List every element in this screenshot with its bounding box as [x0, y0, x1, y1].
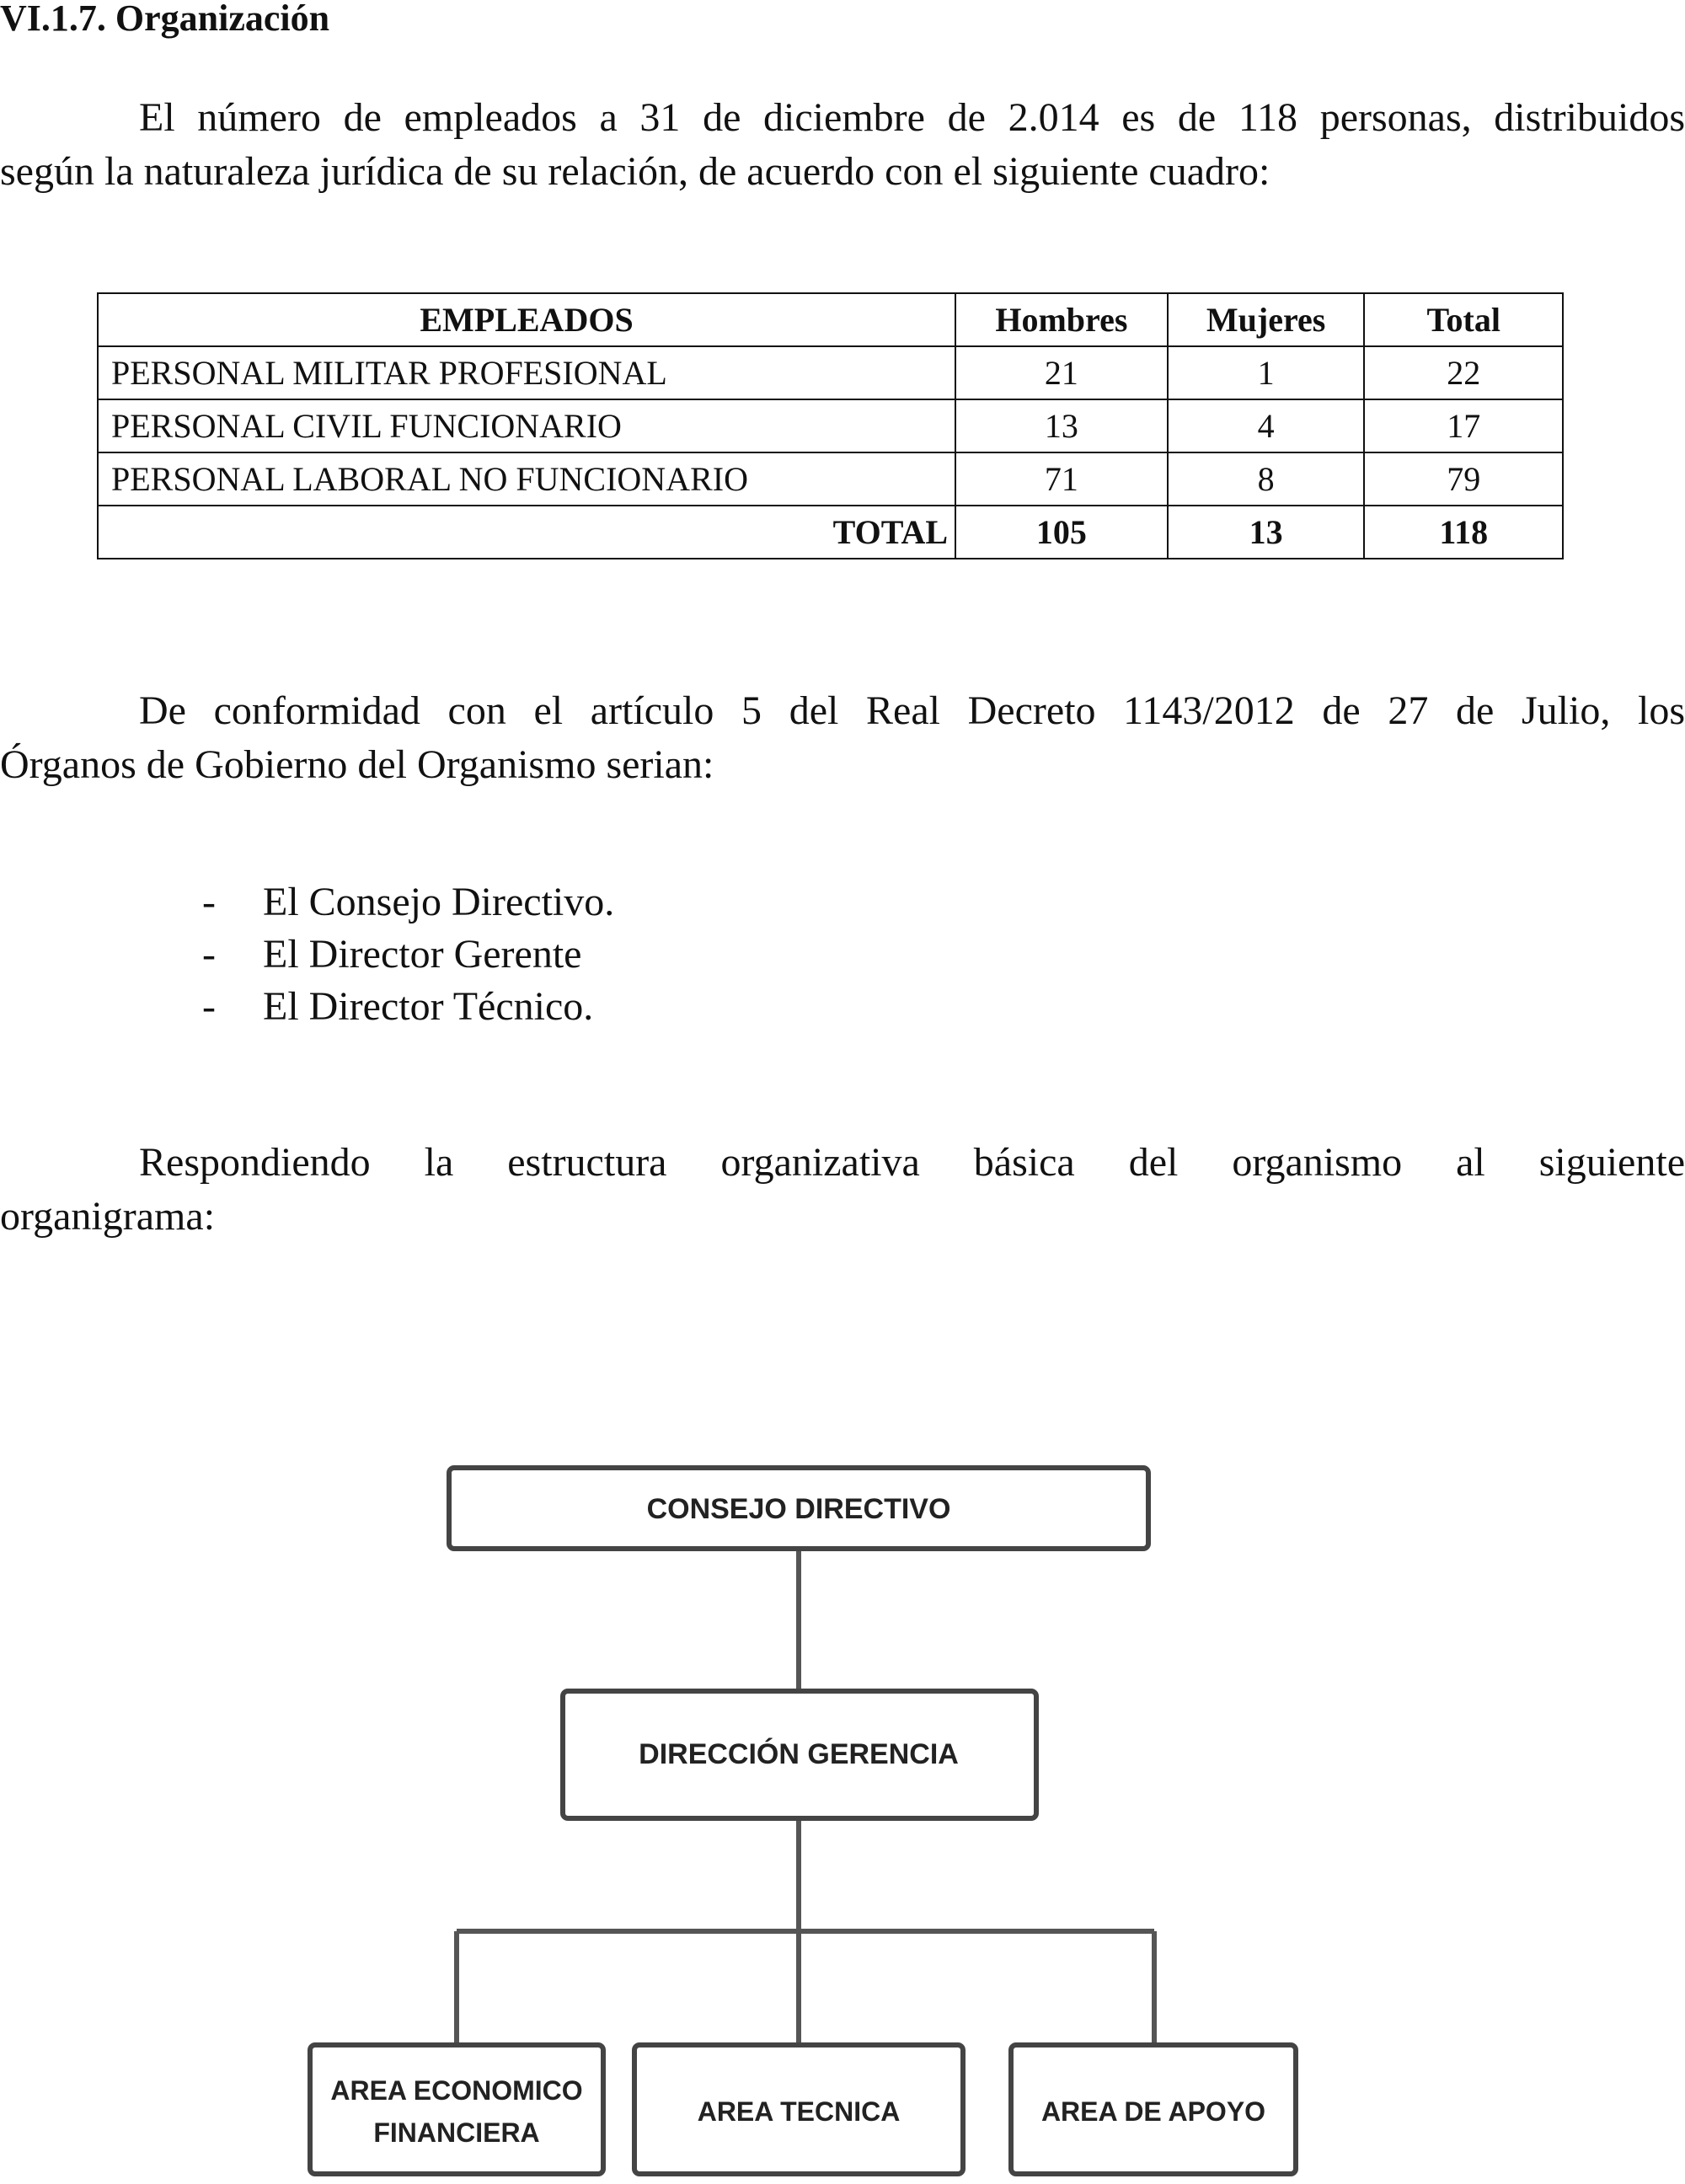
row-hombres: 13: [955, 399, 1168, 452]
org-chart: [0, 1449, 1685, 2184]
row-hombres: 21: [955, 346, 1168, 399]
bullet-dash: -: [202, 932, 216, 977]
org-box-label: DIRECCIÓN GERENCIA: [639, 1738, 959, 1770]
structure-line-1: Respondiendo la estructura organizativa básica del organismo al siguiente: [139, 1140, 1685, 1185]
total-label: TOTAL: [98, 506, 955, 559]
decree-line-1: De conformidad con el artículo 5 del Real Decreto 1143/2012 de 27 de Julio, los: [139, 688, 1685, 733]
list-item: [202, 876, 614, 929]
row-category: PERSONAL MILITAR PROFESIONAL: [98, 346, 955, 399]
structure-paragraph: [0, 1136, 1685, 1244]
bullet-dash: -: [202, 984, 216, 1029]
row-category: PERSONAL LABORAL NO FUNCIONARIO: [98, 452, 955, 506]
table-total-row: [98, 506, 1563, 559]
list-item: [202, 981, 614, 1033]
intro-line-2: según la naturaleza jurídica de su relación, de acuerdo con el siguiente cuadro:: [0, 149, 1270, 194]
org-box-consejo: [449, 1468, 1148, 1549]
intro-line-1: El número de empleados a 31 de diciembre de 2.014 es de 118 personas, distribuidos: [139, 95, 1685, 140]
org-box-area-economico: [310, 2045, 603, 2174]
list-item-text: El Director Gerente: [263, 932, 582, 977]
row-total: 79: [1364, 452, 1563, 506]
table-row: [98, 399, 1563, 452]
list-item-text: El Consejo Directivo.: [263, 880, 615, 924]
header-mujeres: Mujeres: [1168, 293, 1365, 346]
org-box-label-line1: AREA ECONOMICO: [330, 2075, 583, 2106]
org-box-direccion: [563, 1691, 1036, 1818]
row-total: 22: [1364, 346, 1563, 399]
list-item-text: El Director Técnico.: [263, 984, 594, 1029]
list-item: [202, 929, 614, 981]
org-box-label: AREA DE APOYO: [1040, 2096, 1266, 2127]
row-mujeres: 1: [1168, 346, 1365, 399]
org-box-label-line2: FINANCIERA: [373, 2117, 540, 2148]
total-mujeres: 13: [1168, 506, 1365, 559]
header-empleados: EMPLEADOS: [98, 293, 955, 346]
header-total: Total: [1364, 293, 1563, 346]
intro-paragraph: [0, 91, 1685, 199]
employees-table: [97, 292, 1564, 559]
org-box-label: AREA TECNICA: [697, 2096, 901, 2127]
org-box-area-apoyo: [1011, 2045, 1296, 2174]
table-row: [98, 346, 1563, 399]
decree-paragraph: [0, 684, 1685, 792]
structure-line-2: organigrama:: [0, 1194, 216, 1239]
row-mujeres: 8: [1168, 452, 1365, 506]
row-category: PERSONAL CIVIL FUNCIONARIO: [98, 399, 955, 452]
table-header-row: [98, 293, 1563, 346]
org-box-area-tecnica: [634, 2045, 963, 2174]
decree-line-2: Órganos de Gobierno del Organismo serian:: [0, 742, 714, 787]
org-box-label: CONSEJO DIRECTIVO: [646, 1493, 951, 1525]
section-heading: VI.1.7. Organización: [0, 0, 330, 39]
total-hombres: 105: [955, 506, 1168, 559]
organos-list: [202, 876, 614, 1033]
header-hombres: Hombres: [955, 293, 1168, 346]
row-hombres: 71: [955, 452, 1168, 506]
total-total: 118: [1364, 506, 1563, 559]
row-total: 17: [1364, 399, 1563, 452]
row-mujeres: 4: [1168, 399, 1365, 452]
bullet-dash: -: [202, 880, 216, 924]
table-row: [98, 452, 1563, 506]
